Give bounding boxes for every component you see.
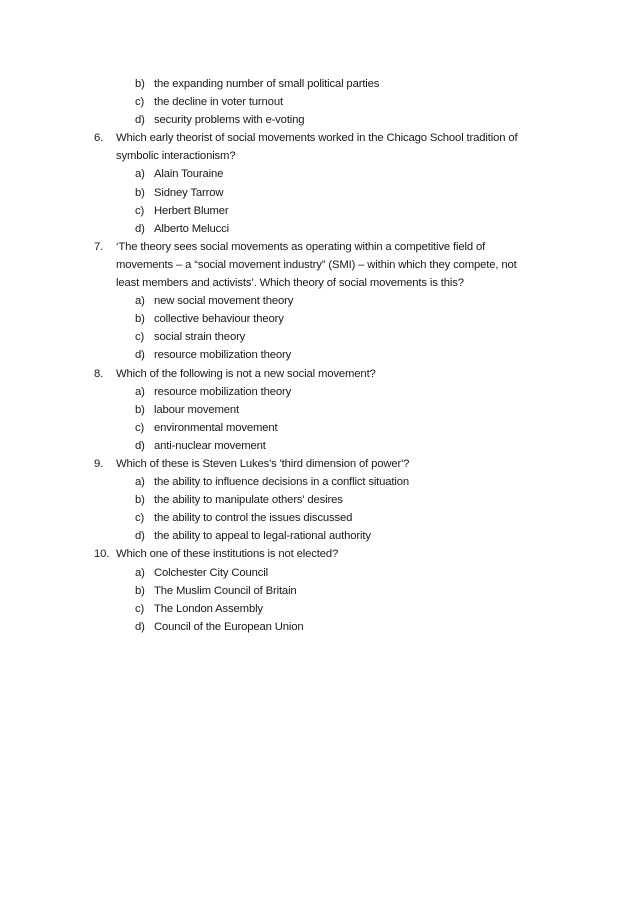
option-letter: a) (135, 566, 145, 579)
question-continuation-line (94, 147, 564, 165)
option-text: The London Assembly (154, 602, 263, 615)
option-line (94, 184, 564, 202)
option-letter: d) (135, 349, 145, 362)
option-line (94, 564, 564, 582)
option-text: environmental movement (154, 421, 278, 434)
option-letter: d) (135, 530, 145, 543)
option-line (94, 419, 564, 437)
option-line (94, 346, 564, 364)
option-line (94, 401, 564, 419)
question-number: 6. (94, 132, 104, 145)
option-letter: c) (135, 96, 145, 109)
option-text: The Muslim Council of Britain (154, 584, 297, 597)
option-line (94, 582, 564, 600)
option-line (94, 292, 564, 310)
question-text: least members and activists’. Which theory of social movements is this? (116, 277, 464, 290)
option-letter: a) (135, 168, 145, 181)
option-letter: b) (135, 494, 145, 507)
option-line (94, 310, 564, 328)
option-text: Colchester City Council (154, 566, 268, 579)
option-text: Sidney Tarrow (154, 186, 224, 199)
option-line (94, 93, 564, 111)
question-text: Which of the following is not a new social movement? (116, 367, 376, 380)
question-list (94, 75, 564, 636)
option-letter: a) (135, 476, 145, 489)
option-letter: b) (135, 584, 145, 597)
question-number: 7. (94, 240, 104, 253)
option-text: the ability to control the issues discussed (154, 512, 353, 525)
option-text: security problems with e-voting (154, 114, 305, 127)
option-text: Herbert Blumer (154, 204, 229, 217)
option-text: Council of the European Union (154, 620, 304, 633)
option-letter: d) (135, 114, 145, 127)
question-line (94, 455, 564, 473)
option-line (94, 437, 564, 455)
option-line (94, 202, 564, 220)
question-text: Which early theorist of social movements worked in the Chicago School tradition of (116, 132, 518, 145)
option-text: the decline in voter turnout (154, 96, 283, 109)
option-text: the ability to influence decisions in a conflict situation (154, 476, 410, 489)
option-line (94, 328, 564, 346)
question-text: symbolic interactionism? (116, 150, 236, 163)
option-text: collective behaviour theory (154, 313, 284, 326)
option-text: the ability to appeal to legal-rational authority (154, 530, 371, 543)
option-letter: b) (135, 186, 145, 199)
question-text: movements – a “social movement industry” (SMI) – within which they compete, not (116, 258, 517, 271)
option-line (94, 509, 564, 527)
option-line (94, 383, 564, 401)
option-text: Alberto Melucci (154, 222, 229, 235)
question-number: 9. (94, 457, 104, 470)
option-line (94, 473, 564, 491)
option-letter: b) (135, 403, 145, 416)
question-continuation-line (94, 256, 564, 274)
option-letter: b) (135, 313, 145, 326)
option-letter: c) (135, 204, 145, 217)
question-line (94, 238, 564, 256)
option-line (94, 220, 564, 238)
question-continuation-line (94, 274, 564, 292)
option-line (94, 165, 564, 183)
option-line (94, 75, 564, 93)
option-text: the ability to manipulate others' desires (154, 494, 343, 507)
option-line (94, 618, 564, 636)
option-line (94, 527, 564, 545)
option-letter: a) (135, 385, 145, 398)
option-text: labour movement (154, 403, 240, 416)
question-number: 8. (94, 367, 104, 380)
question-number: 10. (94, 548, 110, 561)
option-letter: d) (135, 620, 145, 633)
option-text: social strain theory (154, 331, 246, 344)
option-letter: c) (135, 421, 145, 434)
option-letter: d) (135, 222, 145, 235)
option-text: the expanding number of small political parties (154, 78, 380, 90)
option-letter: c) (135, 331, 145, 344)
option-letter: b) (135, 78, 145, 90)
option-text: anti-nuclear movement (154, 439, 266, 452)
question-line (94, 129, 564, 147)
question-line (94, 365, 564, 383)
question-text: Which one of these institutions is not elected? (116, 548, 339, 561)
option-line (94, 491, 564, 509)
option-text: Alain Touraine (154, 168, 224, 181)
option-letter: a) (135, 295, 145, 308)
option-text: resource mobilization theory (154, 385, 292, 398)
question-line (94, 545, 564, 563)
option-letter: d) (135, 439, 145, 452)
question-text: ‘The theory sees social movements as operating within a competitive field of (116, 240, 486, 253)
option-letter: c) (135, 512, 145, 525)
option-line (94, 111, 564, 129)
question-text: Which of these is Steven Lukes's 'third dimension of power'? (116, 457, 410, 470)
option-text: new social movement theory (154, 295, 294, 308)
option-line (94, 600, 564, 618)
option-text: resource mobilization theory (154, 349, 292, 362)
option-letter: c) (135, 602, 145, 615)
